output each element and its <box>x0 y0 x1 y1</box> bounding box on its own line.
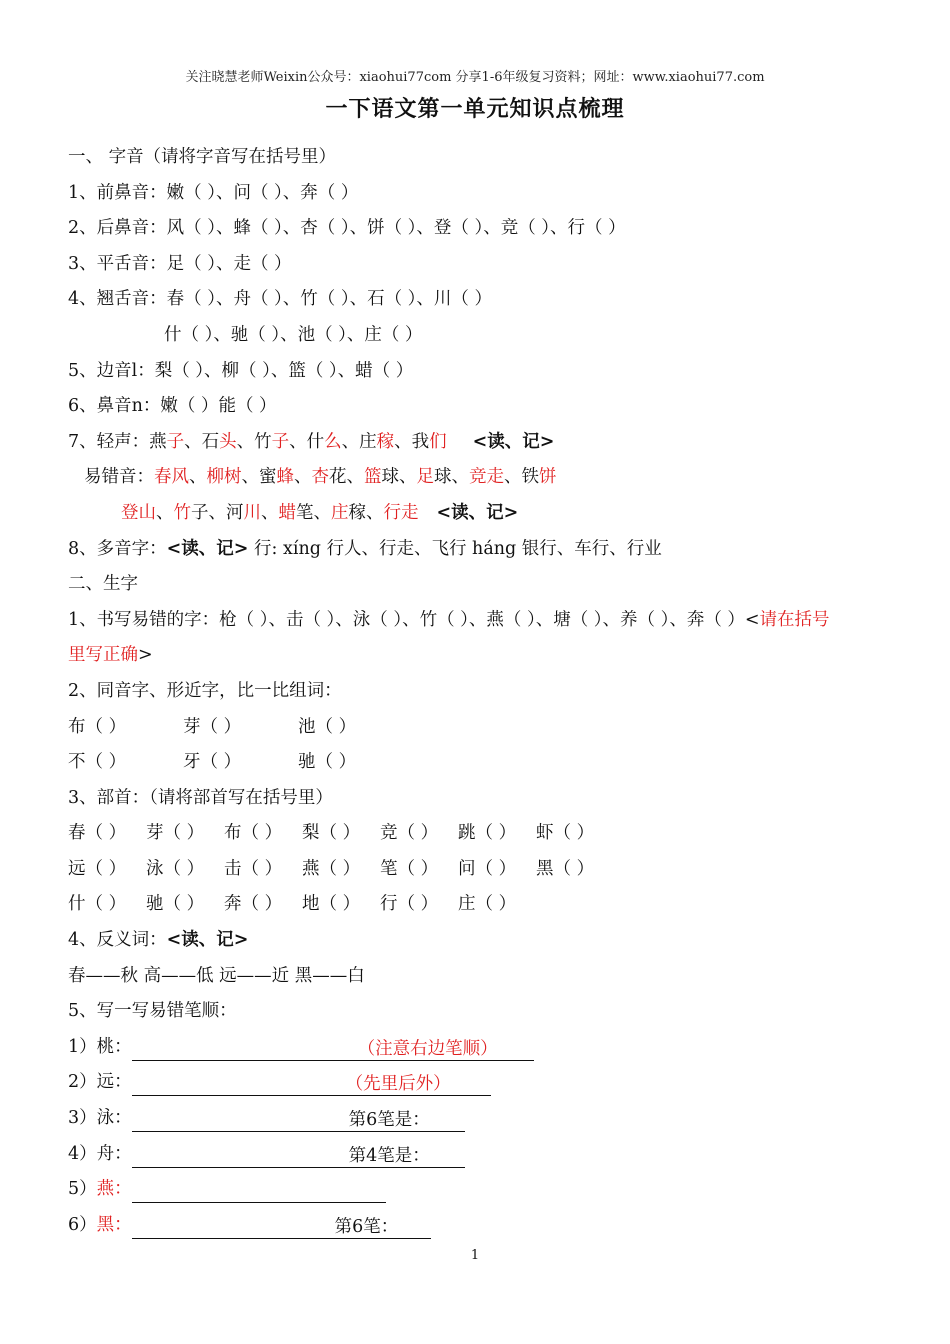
retroflex-line-a: 4、翘舌音：春（ ）、舟（ ）、竹（ ）、石（ ）、川（ ） <box>68 289 492 310</box>
read-remember-mark: <读、记> <box>436 502 519 523</box>
nasal-n-line: 6、鼻音n：嫩（ ）能（ ） <box>68 396 277 417</box>
error-prone-line-1: 易错音：春风、柳树、蜜蜂、杏花、篮球、足球、竞走、铁饼 <box>84 467 557 488</box>
pair-item: 牙（ ） <box>183 752 242 773</box>
page-title: 一下语文第一单元知识点梳理 <box>325 96 625 122</box>
pair-item: 布（ ） <box>68 716 127 737</box>
stroke-item-5: 5）燕： <box>68 1172 888 1208</box>
stroke-item-4: 4）舟： 第4笔是： <box>68 1137 888 1173</box>
antonym-heading: 4、反义词：<读、记> <box>68 930 249 951</box>
answer-blank[interactable]: 第4笔是： <box>132 1141 465 1168</box>
radical-row-2: 远（ ） 泳（ ） 击（ ） 燕（ ） 笔（ ） 问（ ） 黑（ ） <box>68 858 595 879</box>
stroke-item-1: 1）桃： （注意右边笔顺） <box>68 1030 888 1066</box>
section-1-heading: 一、 字音（请将字音写在括号里） <box>68 147 337 167</box>
read-remember-mark: <读、记> <box>166 538 249 559</box>
answer-blank[interactable]: 第6笔是： <box>132 1105 465 1132</box>
pair-item: 芽（ ） <box>183 716 242 737</box>
pair-row-1 <box>68 710 888 746</box>
section-2-heading: 二、生字 <box>68 574 138 595</box>
homophone-heading: 2、同音字、形近字，比一比组词： <box>68 680 342 701</box>
stroke-order-heading: 5、写一写易错笔顺： <box>68 1001 237 1022</box>
pair-row-2 <box>68 745 888 781</box>
read-remember-mark: <读、记> <box>166 930 249 951</box>
neutral-tone-line: 7、轻声：燕子、石头、竹子、什么、庄稼、我们 <读、记> <box>68 431 555 452</box>
stroke-item-2: 2）远： （先里后外） <box>68 1065 888 1101</box>
back-nasal-line: 2、后鼻音：风（ ）、蜂（ ）、杏（ ）、饼（ ）、登（ ）、竞（ ）、行（ ） <box>68 218 626 239</box>
document-body <box>68 140 888 1243</box>
pair-item: 不（ ） <box>68 752 127 773</box>
stroke-item-6: 6）黑： 第6笔： <box>68 1208 888 1244</box>
error-prone-line-2: 登山、竹子、河川、蜡笔、庄稼、行走 <读、记> <box>121 502 519 523</box>
flat-tongue-line: 3、平舌音：足（ ）、走（ ） <box>68 253 292 274</box>
answer-blank[interactable]: （先里后外） <box>132 1069 491 1096</box>
lateral-line: 5、边音l：梨（ ）、柳（ ）、篮（ ）、蜡（ ） <box>68 360 414 381</box>
page-header: 关注晓慧老师Weixin公众号：xiaohui77com 分享1-6年级复习资料；网址：www.xiaohui77.com <box>185 70 765 85</box>
retroflex-line-b: 什（ ）、驰（ ）、池（ ）、庄（ ） <box>164 324 423 345</box>
error-prone-chars-line-cont: 里写正确> <box>68 645 153 666</box>
antonym-line: 春——秋 高——低 远——近 黑——白 <box>68 965 365 986</box>
error-prone-chars-line: 1、书写易错的字：枪（ ）、击（ ）、泳（ ）、竹（ ）、燕（ ）、塘（ ）、养（ ）、奔（ ）<请在括号 <box>68 609 830 630</box>
pair-item: 驰（ ） <box>298 752 357 773</box>
radical-row-1: 春（ ） 芽（ ） 布（ ） 梨（ ） 竞（ ） 跳（ ） 虾（ ） <box>68 823 595 844</box>
polyphone-line: 8、多音字：<读、记> 行: xíng 行人、行走、飞行 háng 银行、车行、行业 <box>68 538 662 559</box>
front-nasal-line: 1、前鼻音：嫩（ ）、问（ ）、奔（ ） <box>68 182 359 203</box>
answer-blank[interactable]: 第6笔： <box>132 1212 431 1239</box>
answer-blank[interactable]: （注意右边笔顺） <box>132 1034 534 1061</box>
answer-blank[interactable] <box>132 1176 386 1203</box>
stroke-item-3: 3）泳： 第6笔是： <box>68 1101 888 1137</box>
radical-row-3: 什（ ） 驰（ ） 奔（ ） 地（ ） 行（ ） 庄（ ） <box>68 894 517 915</box>
page-number: 1 <box>470 1248 480 1263</box>
pair-item: 池（ ） <box>298 716 357 737</box>
radical-heading: 3、部首：（请将部首写在括号里） <box>68 787 333 808</box>
read-remember-mark: <读、记> <box>472 431 555 452</box>
